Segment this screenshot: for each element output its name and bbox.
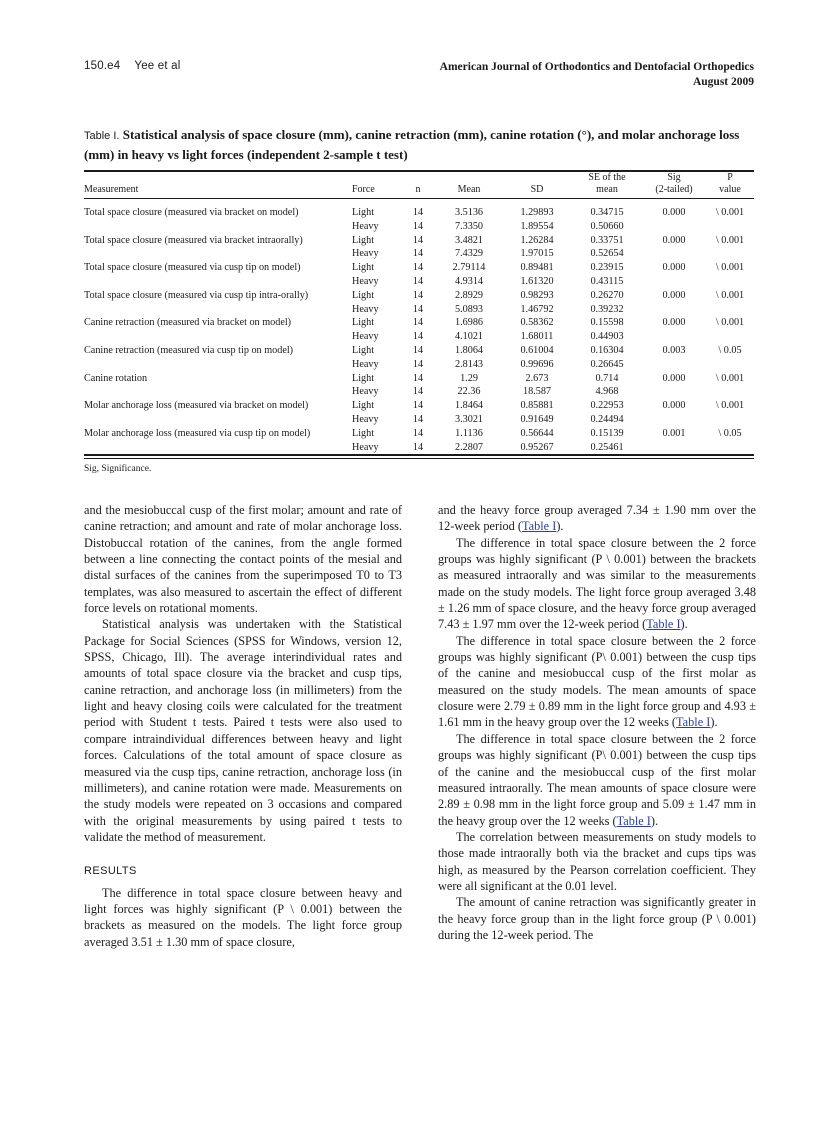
cell-sd: 1.97015: [520, 248, 554, 260]
column-header-sig-line2: (2-tailed): [655, 183, 693, 195]
cell-n: 14: [412, 289, 424, 301]
cell-sd: 0.85881: [520, 400, 554, 412]
paragraph-text-tail: ).: [710, 715, 718, 730]
cell-sig: 0.001: [662, 427, 686, 439]
cell-mean: 7.3350: [454, 220, 483, 232]
table-row: [84, 303, 754, 317]
table-caption-text: Statistical analysis of space closure (mm), canine retraction (mm), canine rotation (°), and molar anchorage loss (mm) in heavy vs light forces (independent 2-sample t test): [84, 127, 740, 162]
cell-p: [706, 220, 754, 234]
column-header-sd-label: SD: [530, 183, 544, 195]
paragraph-results-5: The correlation between measurements on study models to those made intraorally both via the bracket and cups tips was high, as measured by the Pearson correlation coefficient. They were all significant at the 0.01 level.: [438, 829, 756, 893]
column-header-force-label: Force: [352, 183, 375, 195]
paragraph-text: and the heavy force group averaged 7.34 ± 1.90 mm over the 12-week period (: [438, 503, 756, 534]
table-i-crossref-link[interactable]: Table I: [646, 617, 681, 632]
cell-mean: 3.3021: [454, 413, 483, 425]
cell-p: \ 0.001: [715, 262, 745, 274]
paragraph-statistical-analysis: Statistical analysis was undertaken with the Statistical Package for Social Sciences (SPSS for Windows, version 12, SPSS, Chicago, Ill). The average interindividual rates and amounts of total space closure via the bracket and cusp tips, canine retraction, and anchorage loss (in millimeters) from the light and heavy closing coils were calculated for the treatment period with Student t tests. Paired t tests were also used to compare intraindividual differences between heavy and light forces. Calculations of the total amount of space closure as measured via the cusp tips, canine retraction, anchorage loss (in millimeters), and canine rotation were made. Measurements on the study models were repeated on 3 occasions and compared with the original measurements by using paired t tests to validate the method of measurement.: [84, 617, 402, 844]
paragraph-text-tail: ).: [556, 519, 564, 534]
cell-measurement-blank: [84, 275, 352, 289]
column-header-n-label: n: [415, 183, 421, 195]
paragraph-results-6: The amount of canine retraction was significantly greater in the heavy force group than in the light force group (P \ 0.001) during the 12-week period. The: [438, 895, 756, 942]
cell-measurement: Canine retraction (measured via bracket on model): [84, 317, 292, 329]
cell-p: [706, 247, 754, 261]
cell-se: 0.50660: [590, 220, 624, 232]
table-i-crossref-link[interactable]: Table I: [616, 813, 651, 828]
cell-sd: 0.98293: [520, 289, 554, 301]
table-row: [84, 206, 754, 220]
column-header-sig-line1: Sig: [667, 172, 681, 183]
cell-sig: [642, 220, 706, 234]
cell-p: [706, 330, 754, 344]
cell-force: Heavy: [352, 331, 379, 343]
table-row: [84, 220, 754, 234]
cell-mean: 3.4821: [454, 234, 483, 246]
table-header-spacer: [84, 199, 754, 206]
table-label: Table I.: [84, 130, 120, 142]
column-header-p-line2: value: [719, 183, 741, 195]
cell-se: 0.26645: [590, 358, 624, 370]
cell-sig: [642, 385, 706, 399]
cell-mean: 2.8929: [454, 289, 483, 301]
cell-se: 0.22953: [590, 400, 624, 412]
table-footnote: Sig, Significance.: [84, 463, 152, 474]
column-header-sd: [502, 172, 572, 198]
cell-sd: 1.26284: [520, 234, 554, 246]
paragraph-text: The difference in total space closure between the 2 force groups was highly significant (P\ 0.001) between the cusp tips of the canine and the mesiobuccal cusp of the first molar measured intraorally. The mean amounts of space closure were 2.89 ± 0.98 mm in the light force group and 5.09 ± 1.47 mm in the heavy group over the 12 weeks (: [438, 731, 756, 828]
table-row: [84, 344, 754, 358]
cell-force: Heavy: [352, 303, 379, 315]
cell-n: 14: [412, 344, 424, 356]
cell-mean: 1.8464: [454, 400, 483, 412]
cell-force: Light: [352, 400, 375, 412]
page-folio: 150.e4: [84, 60, 121, 72]
table-row: [84, 330, 754, 344]
cell-sd: 0.56644: [520, 427, 554, 439]
table-row: [84, 385, 754, 399]
cell-measurement-blank: [84, 247, 352, 261]
cell-sig: [642, 358, 706, 372]
cell-sd: 0.61004: [520, 344, 554, 356]
table-row: [84, 247, 754, 261]
cell-sig: 0.003: [662, 344, 686, 356]
column-header-se-line1: SE of the: [588, 172, 626, 183]
cell-n: 14: [412, 358, 424, 370]
cell-n: 14: [412, 331, 424, 343]
cell-measurement: Total space closure (measured via bracket intraorally): [84, 234, 303, 246]
cell-measurement-blank: [84, 385, 352, 399]
cell-n: 14: [412, 220, 424, 232]
column-header-se-line2: mean: [596, 183, 618, 195]
cell-n: 14: [412, 413, 424, 425]
journal-title: American Journal of Orthodontics and Dentofacial Orthopedics: [439, 61, 754, 73]
table-row: [84, 427, 754, 441]
cell-sd: 1.29893: [520, 207, 554, 218]
cell-p: [706, 303, 754, 317]
running-head: [84, 60, 754, 106]
cell-sig: 0.000: [662, 400, 686, 412]
cell-sig: 0.000: [662, 289, 686, 301]
statistics-table: [84, 172, 754, 198]
cell-mean: 4.1021: [454, 331, 483, 343]
cell-measurement: Canine rotation: [84, 372, 148, 384]
cell-force: Light: [352, 344, 375, 356]
cell-se: 0.44903: [590, 331, 624, 343]
cell-measurement: Total space closure (measured via cusp tip intra-orally): [84, 289, 309, 301]
table-i-crossref-link[interactable]: Table I: [676, 715, 711, 730]
cell-se: 0.24494: [590, 413, 624, 425]
cell-sig: [642, 303, 706, 317]
cell-se: 4.968: [595, 386, 619, 398]
cell-measurement-blank: [84, 358, 352, 372]
body-columns: [84, 502, 756, 1062]
cell-force: Heavy: [352, 386, 379, 398]
cell-sd: 1.46792: [520, 303, 554, 315]
cell-sig: [642, 330, 706, 344]
cell-n: 14: [412, 441, 424, 453]
cell-n: 14: [412, 262, 424, 274]
cell-se: 0.714: [595, 372, 619, 384]
cell-sig: 0.000: [662, 372, 686, 384]
cell-se: 0.26270: [590, 289, 624, 301]
issue-date: August 2009: [692, 76, 754, 88]
cell-measurement: Total space closure (measured via bracket on model): [84, 207, 299, 218]
table-row: [84, 441, 754, 455]
cell-sig: 0.000: [662, 262, 686, 274]
cell-measurement-blank: [84, 441, 352, 455]
cell-n: 14: [412, 234, 424, 246]
cell-mean: 2.8143: [454, 358, 483, 370]
table-rule-bottom-inner: [84, 458, 754, 459]
cell-sd: 1.89554: [520, 220, 554, 232]
cell-mean: 7.4329: [454, 248, 483, 260]
table-body: [84, 206, 754, 454]
cell-se: 0.43115: [590, 275, 624, 287]
cell-force: Heavy: [352, 220, 379, 232]
table-i-crossref-link[interactable]: Table I: [522, 519, 557, 534]
cell-n: 14: [412, 248, 424, 260]
cell-force: Light: [352, 427, 375, 439]
table-caption: [84, 126, 754, 163]
cell-mean: 1.6986: [454, 317, 483, 329]
column-header-force: [352, 172, 400, 198]
cell-measurement-blank: [84, 220, 352, 234]
paragraph-text-tail: ).: [680, 617, 688, 632]
table-row: [84, 372, 754, 386]
cell-mean: 1.1136: [455, 427, 483, 439]
paragraph-text-tail: ).: [650, 813, 659, 828]
cell-p: \ 0.05: [718, 427, 742, 439]
cell-force: Heavy: [352, 275, 379, 287]
column-header-p: [706, 172, 754, 198]
cell-se: 0.23915: [590, 262, 624, 274]
paragraph-results-1: The difference in total space closure between heavy and light forces was highly significant (P \ 0.001) between the brackets as measured on the models. The light force group averaged 3.51 ± 1.30 mm of space closure,: [84, 885, 402, 949]
column-header-mean: [436, 172, 502, 198]
cell-se: 0.16304: [590, 344, 624, 356]
cell-mean: 2.2807: [454, 441, 483, 453]
table-row: [84, 275, 754, 289]
cell-sig: [642, 441, 706, 455]
cell-force: Heavy: [352, 413, 379, 425]
section-heading-results: RESULTS: [84, 865, 137, 878]
cell-p: [706, 275, 754, 289]
cell-sd: 0.58362: [520, 317, 554, 329]
cell-n: 14: [412, 303, 424, 315]
cell-measurement-blank: [84, 303, 352, 317]
cell-force: Light: [352, 234, 375, 246]
cell-sig: [642, 247, 706, 261]
right-column: [438, 502, 756, 943]
column-header-measurement: [84, 172, 352, 198]
cell-se: 0.15139: [590, 427, 624, 439]
table-row: [84, 261, 754, 275]
column-header-mean-label: Mean: [457, 183, 481, 195]
cell-p: \ 0.001: [715, 317, 745, 329]
paragraph-text: The difference in total space closure between the 2 force groups was highly significant (P \ 0.001) between the brackets as measured intraorally and was similar to the measurements made on the study models. The light force group averaged 3.48 ± 1.26 mm of space closure, and the heavy force group averaged 7.43 ± 1.97 mm over the 12-week period (: [438, 535, 756, 632]
cell-p: \ 0.001: [715, 207, 745, 218]
cell-force: Heavy: [352, 358, 379, 370]
cell-se: 0.33751: [590, 234, 624, 246]
cell-p: \ 0.001: [715, 289, 745, 301]
cell-sd: 0.91649: [520, 413, 554, 425]
running-head-right: [440, 60, 754, 90]
column-header-measurement-label: Measurement: [84, 183, 139, 195]
cell-force: Light: [352, 289, 375, 301]
cell-n: 14: [412, 372, 424, 384]
running-head-left: [84, 60, 181, 72]
table-row: [84, 289, 754, 303]
cell-mean: 2.79114: [452, 262, 486, 274]
left-column: [84, 502, 402, 950]
cell-mean: 22.36: [457, 386, 481, 398]
cell-p: \ 0.001: [715, 372, 745, 384]
column-header-se: [572, 172, 642, 198]
cell-se: 0.52654: [590, 248, 624, 260]
cell-sig: [642, 275, 706, 289]
cell-measurement: Canine retraction (measured via cusp tip on model): [84, 344, 294, 356]
cell-mean: 3.5136: [454, 207, 483, 218]
cell-measurement-blank: [84, 330, 352, 344]
cell-measurement: Molar anchorage loss (measured via bracket on model): [84, 400, 309, 412]
running-head-authors: Yee et al: [134, 60, 181, 72]
table-row: [84, 316, 754, 330]
paragraph-methods-continued: and the mesiobuccal cusp of the first molar; amount and rate of canine retraction; and amount and rate of molar anchorage loss. Distobuccal rotation of the canines, from the angle formed between a line connecting the contact points of the mesial and distal surfaces of the canines from the superimposed T0 to T3 templates, was also measured to ascertain the effect of different force levels on rotational moments.: [84, 503, 402, 616]
cell-n: 14: [412, 400, 424, 412]
cell-sd: 0.89481: [520, 262, 554, 274]
cell-force: Heavy: [352, 248, 379, 260]
cell-n: 14: [412, 275, 424, 287]
cell-p: \ 0.05: [718, 344, 742, 356]
cell-sd: 1.61320: [520, 275, 554, 287]
cell-force: Heavy: [352, 441, 379, 453]
cell-se: 0.25461: [590, 441, 624, 453]
paragraph-results-2: [438, 535, 756, 633]
table-block: [84, 126, 754, 474]
cell-se: 0.39232: [590, 303, 624, 315]
table-row: [84, 358, 754, 372]
cell-mean: 1.8064: [454, 344, 483, 356]
cell-force: Light: [352, 372, 375, 384]
cell-sig: [642, 413, 706, 427]
table-row: [84, 399, 754, 413]
cell-sig: 0.000: [662, 234, 686, 246]
table-rule-bottom-outer: [84, 454, 754, 456]
paragraph-text: The difference in total space closure between the 2 force groups was highly significant (P\ 0.001) between the cusp tips of the canine and mesiobuccal cusp of the first molar as measured on the study models. The mean amounts of space closure were 2.79 ± 0.89 mm in the light force group and 4.93 ± 1.61 mm in the heavy group over the 12 weeks (: [438, 633, 756, 730]
cell-sd: 0.95267: [520, 441, 554, 453]
cell-p: \ 0.001: [715, 400, 745, 412]
table-header: [84, 172, 754, 198]
cell-measurement: Molar anchorage loss (measured via cusp tip on model): [84, 427, 311, 439]
cell-measurement-blank: [84, 413, 352, 427]
cell-sd: 1.68011: [520, 331, 554, 343]
cell-force: Light: [352, 317, 375, 329]
cell-n: 14: [412, 427, 424, 439]
cell-n: 14: [412, 317, 424, 329]
cell-se: 0.34715: [590, 207, 624, 218]
cell-mean: 4.9314: [454, 275, 483, 287]
table-row: [84, 413, 754, 427]
paragraph-results-4: [438, 731, 756, 829]
cell-n: 14: [412, 386, 424, 398]
column-header-n: [400, 172, 436, 198]
cell-p: \ 0.001: [715, 234, 745, 246]
cell-sd: 18.587: [522, 386, 551, 398]
cell-force: Light: [352, 207, 375, 218]
table-header-row: [84, 172, 754, 198]
cell-sig: 0.000: [662, 317, 686, 329]
cell-mean: 5.0893: [454, 303, 483, 315]
cell-sig: 0.000: [662, 207, 686, 218]
cell-p: [706, 385, 754, 399]
cell-p: [706, 441, 754, 455]
paragraph-results-3: [438, 633, 756, 731]
statistics-table-body: [84, 206, 754, 454]
cell-se: 0.15598: [590, 317, 624, 329]
table-row: [84, 234, 754, 248]
column-header-sig: [642, 172, 706, 198]
cell-measurement: Total space closure (measured via cusp tip on model): [84, 262, 301, 274]
cell-p: [706, 413, 754, 427]
cell-sd: 0.99696: [520, 358, 554, 370]
cell-sd: 2.673: [525, 372, 549, 384]
column-header-p-line1: P: [727, 172, 733, 183]
paragraph-results-1-continued: [438, 502, 756, 535]
cell-p: [706, 358, 754, 372]
cell-force: Light: [352, 262, 375, 274]
cell-mean: 1.29: [460, 372, 478, 384]
cell-n: 14: [412, 207, 424, 218]
